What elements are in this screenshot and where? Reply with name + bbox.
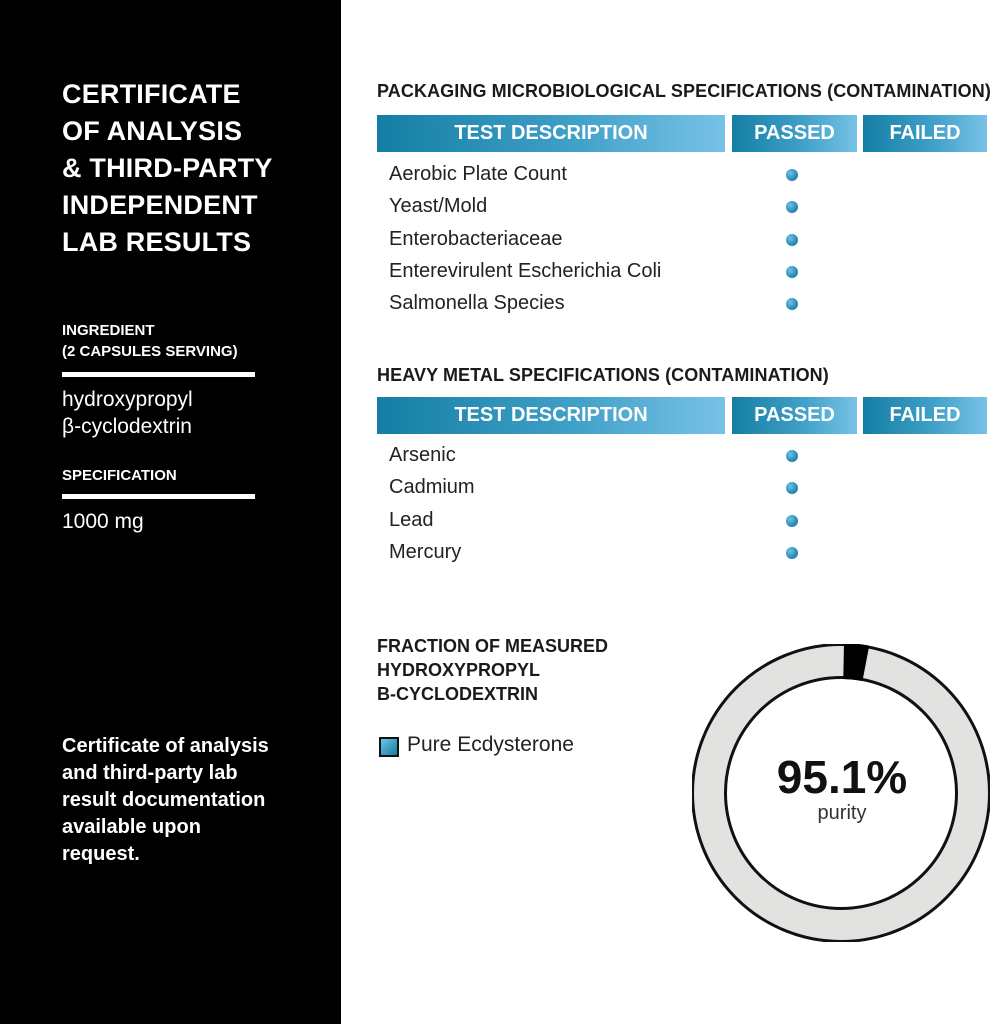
note-line: available upon [62, 816, 201, 838]
packaging-row-label: Aerobic Plate Count [389, 163, 567, 185]
ingredient-divider [62, 372, 255, 377]
ingredient-value [62, 386, 193, 440]
pass-dot-icon [786, 298, 798, 310]
title-line: LAB RESULTS [62, 227, 252, 257]
packaging-header-passed: PASSED [732, 115, 857, 152]
legend-swatch-icon [379, 737, 399, 757]
heavy-metal-header-passed: PASSED [732, 397, 857, 434]
packaging-row-label: Enterevirulent Escherichia Coli [389, 260, 662, 282]
heavy-metal-row-label: Lead [389, 509, 434, 531]
heavy-metal-row-label: Mercury [389, 541, 462, 563]
page-title [62, 76, 322, 261]
title-line: OF ANALYSIS [62, 116, 243, 146]
ingredient-label [62, 320, 238, 362]
note-line: result documentation [62, 789, 266, 811]
ingredient-label-line: (2 CAPSULES SERVING) [62, 343, 238, 360]
note-line: Certificate of analysis [62, 735, 269, 757]
pass-dot-icon [786, 515, 798, 527]
fraction-section-title [377, 634, 608, 706]
pass-dot-icon [786, 547, 798, 559]
pass-dot-icon [786, 482, 798, 494]
heavy-metal-header-failed: FAILED [863, 397, 987, 434]
availability-note [62, 733, 312, 868]
note-line: request. [62, 843, 140, 865]
specification-label-text: SPECIFICATION [62, 467, 177, 484]
packaging-section-title: PACKAGING MICROBIOLOGICAL SPECIFICATIONS (CONTAMINATION) [377, 81, 991, 101]
packaging-row-label: Yeast/Mold [389, 195, 488, 217]
packaging-header-failed: FAILED [863, 115, 987, 152]
pass-dot-icon [786, 450, 798, 462]
heavy-metal-row-label: Cadmium [389, 476, 475, 498]
note-line: and third-party lab [62, 762, 238, 784]
heavy-metal-row-label: Arsenic [389, 444, 456, 466]
ingredient-value-line: hydroxypropyl [62, 388, 193, 411]
purity-value: 95.1% [776, 751, 908, 803]
heavy-metal-header-description: TEST DESCRIPTION [377, 397, 725, 434]
specification-label [62, 465, 177, 486]
ingredient-value-line: β-cyclodextrin [62, 415, 192, 438]
pass-dot-icon [786, 201, 798, 213]
left-panel [0, 0, 341, 1024]
fraction-title-line: FRACTION OF MEASURED [377, 636, 608, 656]
heavy-metal-section-title: HEAVY METAL SPECIFICATIONS (CONTAMINATION) [377, 365, 829, 385]
pass-dot-icon [786, 234, 798, 246]
title-line: INDEPENDENT [62, 190, 258, 220]
purity-label: purity [817, 802, 867, 824]
packaging-row-label: Enterobacteriaceae [389, 228, 563, 250]
packaging-header-description: TEST DESCRIPTION [377, 115, 725, 152]
specification-divider [62, 494, 255, 499]
pass-dot-icon [786, 169, 798, 181]
legend-label: Pure Ecdysterone [407, 733, 574, 756]
fraction-title-line: HYDROXYPROPYL [377, 660, 541, 680]
pass-dot-icon [786, 266, 798, 278]
title-line: CERTIFICATE [62, 79, 241, 109]
specification-value [62, 508, 144, 535]
title-line: & THIRD-PARTY [62, 153, 273, 183]
fraction-title-line: B-CYCLODEXTRIN [377, 684, 538, 704]
specification-value-text: 1000 mg [62, 510, 144, 533]
packaging-row-label: Salmonella Species [389, 292, 565, 314]
ingredient-label-line: INGREDIENT [62, 322, 155, 339]
